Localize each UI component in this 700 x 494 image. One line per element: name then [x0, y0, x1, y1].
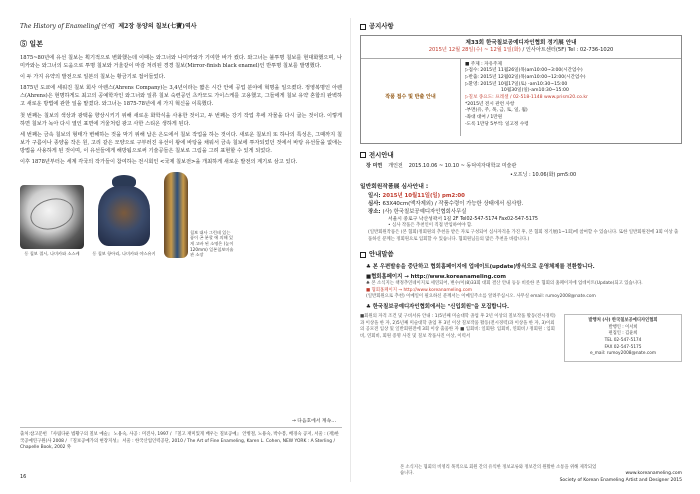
figures-row [20, 172, 342, 258]
recruit-row [360, 314, 682, 362]
chapter-title: 제2장 동양의 칠보(七寶)역사 [118, 23, 197, 30]
contest-address: 서울시 중로구 낙산성곽서 1길 2F Tel02-547-5174 Fax02-547-5175 [388, 217, 538, 223]
continue-note: → 다음호에서 계속… [291, 419, 336, 424]
recruit-text: ■회원의 자격 조건 및 구비서류 안내 : 1)5년째 미술대학 졸업 후 2년 이상의 칠보작품 활동(전시경력)과 이상을 한 자, 2)5년째 미술대학 졸업 후 3년 이상 칠보작품 활동(전시경력)과 이상을 한 자, 3)이외의 공모전 입상 및 일반회원전에 3회 이상 출품한 자 ■ 입회비: 일회원: 입회비, 연회비 / 정회원 : 입회비, 연회비, 회원 증명 사진 및 칠보 작품사진 이상, 이력서 [360, 314, 556, 339]
figure-caption: 동 칠보 항아리, 나미카와 야스유키 [92, 251, 156, 257]
figure [20, 185, 84, 258]
page-gutter [350, 18, 351, 482]
paragraph: 1875~80년에 유선 칠보는 획기적으로 변화했는데 이때는 와그너와 나미카와가 기여한 바가 컸다. 와그너는 불투명 칠보를 현대화했으며, 나미카와는 와그너의 도움으로 투명 칠보와 거울같이 마감 처리된 경경 칠보(Mirror-finish black enamel)인 반투명 칠보를 발명했다. [20, 55, 342, 70]
notice-left-label: 작품 접수 및 반출 안내 [361, 59, 461, 136]
paragraph: 첫 번째는 칠보의 색상과 광택을 향상시키기 위해 새로운 화학식을 사용한 것이고, 두 번째는 강기 작업 후에 자물을 다시 굽는 것이다. 이렇게 하면 칠보가 녹아 다시 열인 표면에 거울처럼 광고 사한 스티온 생하게 된다. [20, 112, 342, 127]
notice-box [360, 35, 682, 144]
right-page [360, 22, 682, 482]
enamel-jar-image [92, 175, 156, 249]
left-page [20, 22, 342, 482]
recruit-title: ♣ 한국칠보공예디자인협회에서는 "신입회원"을 모집합니다. [366, 303, 510, 310]
guide-link[interactable]: ■협회홈페이지 → http://www.koreanameling.com [366, 273, 506, 280]
guide-heading: 안내말씀 [360, 250, 682, 260]
square-bullet-icon [360, 24, 366, 30]
contest-note: • 심사 작품은 추천인이 직접 반입하여야 함. [388, 223, 473, 229]
contest-title: 일반회원작품展 심사안내 : [360, 184, 429, 191]
contest-date: 일시: 2015년 10월11일(일) pm2:00 [368, 192, 465, 199]
footer-note: 본 소식지는 협회의 비영리 목적으로 회원 간의 유익한 정보교류와 정보간의 원활한 소통을 위해 제작되었습니다. [400, 465, 597, 477]
exhibition-heading: 전시안내 [360, 151, 682, 161]
contest-note-detail: (일반회원작품은 (본 협회)정회원의 추천을 받은 자로 구성되어 심사자격을 가진 후, 본 협회 정기展(1~1회)에 참여할 수 있습니다. 또한 일반회원전에 3회 이상 출품하신 분께는 정회원으로 입회할 수 있습니다. 협회원님들의 많은 추천을 바랍니다.) [368, 230, 679, 242]
paragraph: 이 두 가지 유약의 발전으로 일본의 칠보는 황금기로 접어들었다. [20, 74, 166, 81]
exhibition-entry: 장 미연 개인전 2015.10.06 ~ 10.10 ~ 동덕여자대학교 미술관 [366, 163, 517, 170]
footer-org: Society of Korean Enameling Artist and Designer 2015 [559, 477, 682, 483]
publisher-box: 발행처 (사) 한국칠보공예디자인협회 발행인 : 이서희 편집인 : 김윤희 TEL 02-547-5174 FAX 02-547-5175 e_mail: rumoy2008@nate.com [564, 314, 682, 362]
guide-main: ♣ 본 우편발송을 중단하고 협회홈페이지에 업데이트(update)방식으로 운영체제를 전환합니다. [366, 263, 595, 270]
page-number: 16 [20, 474, 27, 480]
notice-table [361, 58, 681, 136]
series-title: The History of Enameling[연재] [20, 23, 115, 30]
paragraph: 이후 1878년부터는 세계 각국의 작가들이 참여하는 전시회인 <국제 칠보전>을 개최하게 새로운 발전의 계기로 삼고 있다. [20, 158, 298, 165]
notice-heading: 공지사항 [360, 22, 682, 32]
footer-site-link[interactable]: www.koreanameling.com [625, 471, 682, 476]
divider [20, 427, 342, 428]
enamel-vase-image [164, 172, 188, 258]
page-header [20, 22, 342, 31]
paragraph: 1875년 도쿄에 세워진 칠보 회사 아렌스(Ahrens Company)는 3,4년이라는 짧은 시간 안에 공업 분야에 혁명을 일으켰다. 정영복명인 아렌스(Ahrens)은 현명하게도 최고의 공예학자인 와그너와 일류 칠보 숙련공인 츠카모도 가이스케를 고용했고, 그들에게 칠보 유약 혼합의 완벽하고 새로운 방법에 관한 일을 맡겼다. 와그너는 1875-78년에 세 가지 혁신을 이룩했다. [20, 85, 342, 108]
paragraph: 세 번째는 금속 칠보의 형태가 변해하는 것을 막기 위해 납은 은도에서 칠보 작업을 하는 것이다. 새로운 칠보의 또 하나의 특성은, 그때까지 칠보가 구름이나 종양을 작은 원, 고리 같은 모양으로 구부러진 유선이 왕에 바탕을 채워서 금속 칠보에 투자되었던 것에서 바탕 유선들을 없애는 방법을 사용하게 된 것이며, 이 유선들에게 해방됨으로써 기술공들은 칠보로 그림을 그려 표현할 수 있게 되었다. [20, 131, 342, 154]
contest-size: 심사: 63X40cm(액자제외) / 작품수령이 가능한 상태에서 심사함. [368, 201, 524, 208]
square-bullet-icon [360, 152, 366, 158]
figure-caption: 칠보 대사 그런데 있는 품이 곤 분할 에 의해 있게 고바 된 소명은 (높이 120mm) 일본칠보미술관 소장 [190, 229, 234, 258]
exhibition-opening: •오프닝 : 10.06(화) pm5:00 [510, 171, 577, 178]
section-title: ⑤ 일본 [20, 39, 43, 49]
guide-text: ♣ 본 소식지는 책정추연네이지로 세연되어, 변수/이(8)33회 대회 결산 안내 등등 비롯한 본 협회의 홈페이지에 업데이트(Update)되고 있습니다. ■ 협회홈페이지 → http://www.koreanameling.com (일반회원으로 추천) 이메일이 필요하신 분께서는 이메일주소를 알려주십시오. 사무실 email: rumoy2008@nate.com [366, 281, 643, 300]
figure [92, 175, 156, 258]
enamel-plate-image [20, 185, 84, 249]
notice-headline: 제33회 한국칠보공예디자인협회 정기展 안내 [465, 39, 577, 46]
contest-place: 장소: (사) 한국칠보공예디자인협회사무실 [368, 209, 467, 216]
notice-dates: 2015년 12월 28일(수) ~ 12월 1일(화) / 인사아트센터(5F) Tel : 02-736-1020 [428, 47, 614, 53]
figure-caption: 동 칠보 접시, 나미카와 소스케 [24, 251, 80, 257]
square-bullet-icon [360, 252, 366, 258]
figure [164, 172, 234, 258]
references: 출처:참고문헌 『사림다운 법황구의 칠보 예술』 노용숙, 사공 : 미진사, 1997 / 『칠고 재미있게 배우는 칠보공예』 안병철, 노용숙, 박수봉, 배경숙 공저, 서울 : (재)한국공예연구원(사 2008 / 『칠보공예가의 현장지성』 서울 : 한국산업인력공단, 2010 / The Art of Fine Enameling, Karen L. Cohen, NEW YORK : A Sterling / Chapelle Book, 2002 外 [20, 432, 339, 451]
footer [560, 471, 682, 485]
notice-details: ■ 주제 : 자유주제 ▷접수: 2015년 11월26일(목)am10:00~3:00(시간엄수) ▷반출: 2015년 12월02일(목)am10:00~12:00(시간엄수) ▷환영: 2015년 10월17일(토) -am10:30~15:00 10월30일(일)-am10:30~15:00 ▷칠보 종요도: 프레셀 / 02-518-1148 www.prism20.co.kr *2015년 전시 관련 사항 -부면(유, 주, 목, 금, 토, 일, 월) -좌대 대여 / 1만원 -도록 1만당 5부씩: 일고정 수령 [465, 61, 588, 127]
